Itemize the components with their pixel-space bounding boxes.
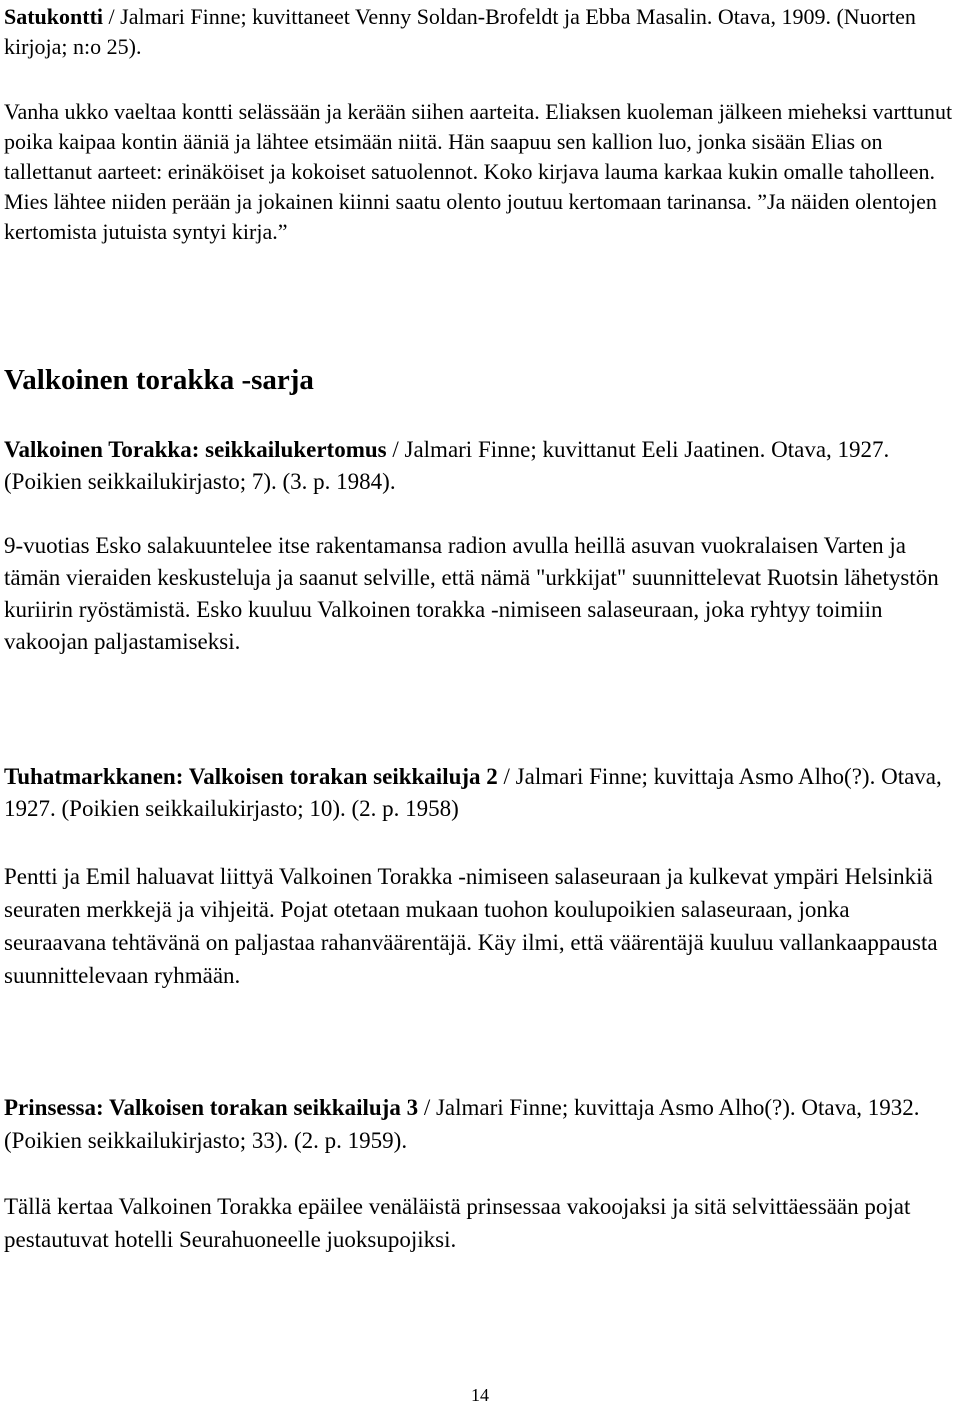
book-title: Tuhatmarkkanen: Valkoisen torakan seikkailuja 2: [4, 764, 498, 789]
page-number: 14: [471, 1385, 489, 1405]
entry-citation-satukontti: [4, 2, 954, 62]
book-citation-prinsessa: [4, 1091, 954, 1157]
section-heading: Valkoinen torakka -sarja: [4, 364, 314, 396]
book-title: Prinsessa: Valkoisen torakan seikkailuja 3: [4, 1095, 419, 1120]
entry-details: / Jalmari Finne; kuvittaneet Venny Soldan-Brofeldt ja Ebba Masalin. Otava, 1909. (Nuorten kirjoja; n:o 25).: [4, 4, 916, 59]
entry-description-satukontti: Vanha ukko vaeltaa kontti selässään ja kerään siihen aarteita. Eliaksen kuoleman jälkeen mieheksi varttunut poika kaipaa kontin ääniä ja lähtee etsimään niitä. Hän saapuu sen kallion luo, jonka sisään Elias on tallettanut aarteet: erinäköiset ja kokoiset satuolennot. Koko kirjava lauma karkaa kukin omalle taholleen. Mies lähtee niiden perään ja jokainen kiinni saatu olento joutuu kertomaan tarinansa. ”Ja näiden olentojen kertomista jutuista syntyi kirja.”: [4, 99, 953, 244]
book-description-tuhatmarkkanen: Pentti ja Emil haluavat liittyä Valkoinen Torakka -nimiseen salaseuraan ja kulkevat ympäri Helsinkiä seuraten merkkejä ja vihjeitä. Pojat otetaan mukaan tuohon koulupoikien salaseuraan, jonka seuraavana tehtävänä on paljastaa rahanväärentäjä. Käy ilmi, että väärentäjä kuuluu vallankaappausta suunnittelevaan ryhmään.: [4, 864, 938, 988]
book-description-prinsessa: Tällä kertaa Valkoinen Torakka epäilee venäläistä prinsessaa vakoojaksi ja sitä selvittäessään pojat pestautuvat hotelli Seurahuoneelle juoksupojiksi.: [4, 1194, 911, 1252]
book-description-valkoinen-torakka: 9-vuotias Esko salakuuntelee itse rakentamansa radion avulla heillä asuvan vuokralaisen Varten ja tämän vieraiden keskusteluja ja saanut selville, että nämä "urkkijat" suunnittelevat Ruotsin lähetystön kuriirin ryöstämistä. Esko kuuluu Valkoinen torakka -nimiseen salaseuraan, joka ryhtyy toimiin vakoojan paljastamiseksi.: [4, 533, 939, 654]
book-citation-valkoinen-torakka: [4, 434, 954, 498]
book-details: / Jalmari Finne; kuvittaja Asmo Alho(?). Otava, 1932. (Poikien seikkailukirjasto; 33). (2. p. 1959).: [4, 1095, 920, 1153]
entry-title: Satukontti: [4, 4, 104, 29]
book-details: / Jalmari Finne; kuvittanut Eeli Jaatinen. Otava, 1927. (Poikien seikkailukirjasto; 7). (3. p. 1984).: [4, 437, 890, 494]
book-details: / Jalmari Finne; kuvittaja Asmo Alho(?). Otava, 1927. (Poikien seikkailukirjasto; 10). (2. p. 1958): [4, 764, 942, 821]
book-title: Valkoinen Torakka: seikkailukertomus: [4, 437, 387, 462]
book-citation-tuhatmarkkanen: [4, 761, 954, 825]
